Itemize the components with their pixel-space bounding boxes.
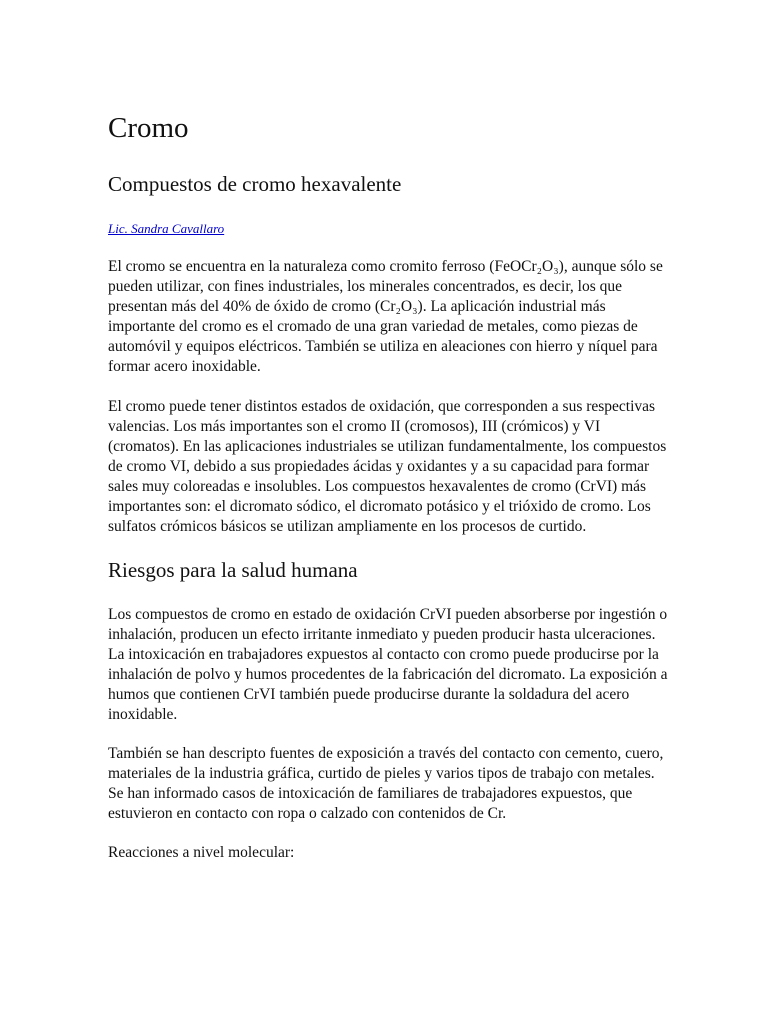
page-title: Cromo: [108, 112, 189, 144]
paragraph: También se han descripto fuentes de exposición a través del contacto con cemento, cuero, materiales de la industria gráfica, curtido de pieles y varios tipos de trabajo con metales. Se han informado casos de intoxicación de familiares de trabajadores expuestos, que estuvieron en contacto con ropa o calzado con contenidos de Cr.: [108, 745, 664, 822]
author-link[interactable]: Lic. Sandra Cavallaro: [108, 221, 225, 236]
paragraph: El cromo puede tener distintos estados de oxidación, que corresponden a sus respectivas valencias. Los más importantes son el cromo II (cromosos), III (crómicos) y VI (cromatos). En las aplicaciones industriales se utilizan fundamentalmente, los compuestos de cromo VI, debido a sus propiedades ácidas y oxidantes y a su capacidad para formar sales muy coloreadas e insolubles. Los compuestos hexavalentes de cromo (CrVI) más importantes son: el dicromato sódico, el dicromato potásico y el trióxido de cromo. Los sulfatos crómicos básicos se utilizan ampliamente en los procesos de curtido.: [108, 398, 667, 535]
paragraph: El cromo se encuentra en la naturaleza como cromito ferroso (FeOCr₂O₃), aunque sólo se pueden utilizar, con fines industriales, los minerales concentrados, es decir, los que presentan más del 40% de óxido de cromo (Cr₂O₃). La aplicación industrial más importante del cromo es el cromado de una gran variedad de metales, como piezas de automóvil y equipos eléctricos. También se utiliza en aleaciones con hierro y níquel para formar acero inoxidable.: [108, 258, 663, 375]
section-heading-compuestos: Compuestos de cromo hexavalente: [108, 172, 402, 196]
paragraph: Reacciones a nivel molecular:: [108, 844, 295, 861]
author-line: [108, 220, 668, 238]
paragraph: Los compuestos de cromo en estado de oxidación CrVI pueden absorberse por ingestión o inhalación, producen un efecto irritante inmediato y pueden producir hasta ulceraciones. La intoxicación en trabajadores expuestos al contacto con cromo puede producirse por la inhalación de polvo y humos procedentes de la fabricación del dicromato. La exposición a humos que contienen CrVI también puede producirse durante la soldadura del acero inoxidable.: [108, 606, 668, 723]
section-heading-riesgos: Riesgos para la salud humana: [108, 558, 358, 582]
